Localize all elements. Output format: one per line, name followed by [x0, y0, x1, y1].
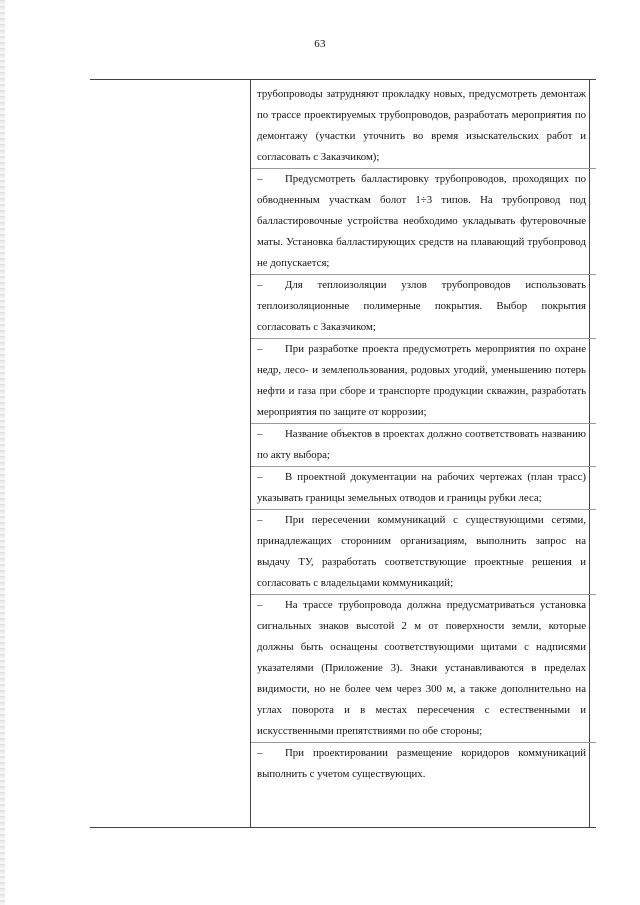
dash-marker: – [257, 599, 263, 611]
scan-edge [0, 0, 5, 905]
dash-marker: – [257, 428, 263, 440]
dash-marker: – [257, 747, 263, 759]
table-left-column [90, 80, 251, 827]
dash-marker: – [257, 173, 263, 185]
requirement-item [251, 510, 596, 595]
requirement-item [251, 467, 596, 510]
requirement-text: Для теплоизоляции узлов трубопроводов использовать теплоизоляционные полимерные покрытия. Выбор покрытия согласовать с Заказчиком; [257, 279, 586, 333]
dash-marker: – [257, 279, 263, 291]
requirement-item [251, 339, 596, 424]
requirement-item [251, 424, 596, 467]
requirement-text: Предусмотреть балластировку трубопроводов, проходящих по обводненным участкам болот 1÷3 типов. На трубопровод под балластировочные устройства необходимо укладывать футеровочные маты. Установка балластирующих средств на плавающий трубопровод не допускается; [257, 173, 586, 269]
requirements-list [251, 84, 596, 785]
requirement-text: В проектной документации на рабочих чертежах (план трасс) указывать границы земельных отводов и границы рубки леса; [257, 471, 586, 504]
dash-marker: – [257, 471, 263, 483]
table-right-column [251, 80, 590, 827]
requirement-text: Название объектов в проектах должно соответствовать названию по акту выбора; [257, 428, 586, 461]
requirement-text: На трассе трубопровода должна предусматриваться установка сигнальных знаков высотой 2 м от поверхности земли, которые должны быть оснащены соответствующими щитами с надписями указателями (Приложение 3). Знаки устанавливаются в пределах видимости, но не более чем через 300 м, а также дополнительно на углах поворота и в местах пересечения с естественными и искусственными препятствиями по обе стороны; [257, 599, 586, 737]
requirement-item [251, 595, 596, 743]
requirement-item [251, 743, 596, 785]
requirement-text: трубопроводы затрудняют прокладку новых, предусмотреть демонтаж по трассе проектируемых трубопроводов, разработать мероприятия по демонтажу (участки уточнить во время изыскательских работ и согласовать с Заказчиком); [257, 88, 586, 163]
page-number: 63 [314, 38, 326, 50]
requirement-item [251, 275, 596, 339]
requirement-text: При пересечении коммуникаций с существующими сетями, принадлежащих сторонним организациям, выполнить запрос на выдачу ТУ, разработать соответствующие проектные решения и согласовать с владельцами коммуникаций; [257, 514, 586, 589]
requirements-table [90, 79, 596, 828]
requirement-item [251, 169, 596, 275]
dash-marker: – [257, 343, 263, 355]
requirement-text: При разработке проекта предусмотреть мероприятия по охране недр, лесо- и землепользования, родовых угодий, уменьшению потерь нефти и газа при сборе и транспорте продукции скважин, разработать мероприятия по защите от коррозии; [257, 343, 586, 418]
dash-marker: – [257, 514, 263, 526]
requirement-item [251, 84, 596, 169]
requirement-text: При проектировании размещение коридоров коммуникаций выполнить с учетом существующих. [257, 747, 586, 780]
